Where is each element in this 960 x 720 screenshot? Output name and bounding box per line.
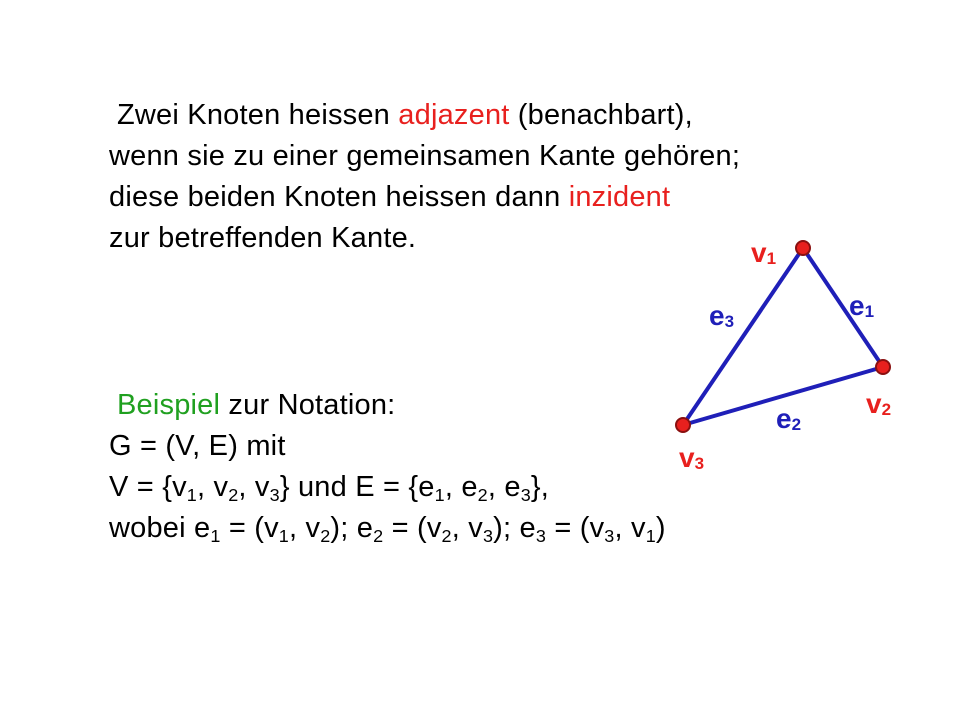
subscript: 3	[535, 526, 547, 547]
edge-label-e3	[709, 300, 734, 331]
example-text: = (v	[220, 512, 279, 544]
label-index: 3	[694, 454, 705, 473]
subscript: 1	[278, 526, 289, 547]
example-text: V = {v	[109, 471, 187, 503]
definition-text: zur betreffenden Kante.	[109, 222, 417, 254]
label-letter: v	[866, 388, 882, 419]
subscript: 1	[210, 526, 221, 547]
subscript: 1	[186, 485, 197, 506]
subscript: 1	[645, 526, 656, 547]
edge-label-e1	[849, 290, 874, 321]
example-text: = (v	[383, 512, 442, 544]
edge-e3	[683, 248, 803, 425]
subscript: 2	[441, 526, 452, 547]
label-index: 2	[881, 400, 892, 419]
label-index: 2	[791, 415, 802, 434]
example-text: ); e	[493, 512, 536, 544]
definition-text: Zwei Knoten heissen	[117, 99, 399, 131]
vertex-v1	[796, 241, 810, 255]
example-text: wobei e	[109, 512, 211, 544]
label-index: 3	[724, 312, 735, 331]
subscript: 3	[604, 526, 615, 547]
vertex-label-v2	[866, 388, 891, 419]
definition-text: wenn sie zu einer gemeinsamen Kante gehören;	[109, 140, 741, 172]
example-text: , v	[451, 512, 483, 544]
subscript: 2	[373, 526, 384, 547]
definition-text: (benachbart),	[509, 99, 693, 131]
label-letter: e	[709, 300, 725, 331]
example-text: G = (V, E) mit	[109, 430, 286, 462]
label-letter: v	[751, 237, 767, 268]
example-text: , v	[614, 512, 646, 544]
vertex-label-v3	[679, 442, 704, 473]
example-text: )	[655, 512, 666, 544]
example-text: = (v	[546, 512, 605, 544]
vertex-label-v1	[751, 237, 776, 268]
subscript: 3	[269, 485, 280, 506]
edge-label-e2	[776, 403, 801, 434]
label-letter: e	[849, 290, 865, 321]
example-text: },	[530, 471, 550, 503]
subscript: 1	[434, 485, 445, 506]
example-text: , e	[487, 471, 521, 503]
definition-text: diese beiden Knoten heissen dann	[109, 181, 569, 213]
label-index: 1	[766, 249, 777, 268]
subscript: 2	[228, 485, 239, 506]
term-adjazent: adjazent	[398, 99, 510, 131]
subscript: 2	[320, 526, 331, 547]
vertex-v3	[676, 418, 690, 432]
label-letter: e	[776, 403, 792, 434]
label-index: 1	[864, 302, 875, 321]
subscript: 3	[482, 526, 494, 547]
example-heading-text: zur Notation:	[220, 389, 396, 421]
example-text: } und E = {e	[279, 471, 435, 503]
example-text: , v	[196, 471, 229, 503]
subscript: 3	[520, 485, 531, 506]
vertex-v2	[876, 360, 890, 374]
example-text: , v	[238, 471, 270, 503]
subscript: 2	[477, 485, 488, 506]
example-text: , v	[288, 512, 321, 544]
example-text: ); e	[330, 512, 374, 544]
term-inzident: inzident	[568, 181, 671, 213]
example-text: , e	[444, 471, 478, 503]
label-letter: v	[679, 442, 695, 473]
term-beispiel: Beispiel	[117, 389, 221, 421]
